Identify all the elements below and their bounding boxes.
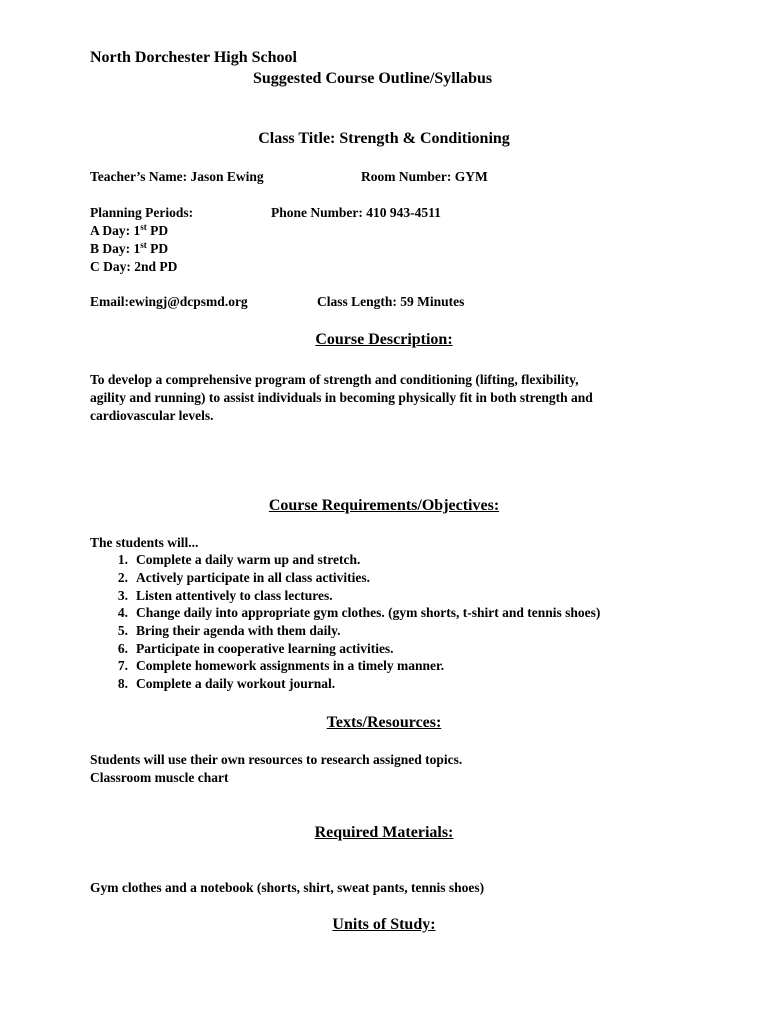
- list-item-text: Listen attentively to class lectures.: [136, 587, 333, 603]
- list-item-text: Bring their agenda with them daily.: [136, 623, 341, 639]
- b-day-sup: st: [140, 240, 147, 250]
- a-day-sup: st: [140, 222, 147, 232]
- list-item: [104, 604, 600, 622]
- list-item-number: 2.: [117, 570, 128, 586]
- list-item: [104, 639, 600, 657]
- list-item-number: 1.: [117, 552, 128, 568]
- list-item-number: 8.: [117, 676, 128, 692]
- requirements-heading: Course Requirements/Objectives:: [268, 497, 500, 514]
- planning-periods-label: Planning Periods:: [90, 205, 194, 220]
- list-item-number: 7.: [117, 658, 128, 674]
- texts-resources-line: Students will use their own resources to research assigned topics.: [90, 752, 463, 767]
- list-item-text: Change daily into appropriate gym clothes. (gym shorts, t-shirt and tennis shoes): [136, 605, 601, 621]
- phone-number: Phone Number: 410 943-4511: [271, 205, 441, 220]
- texts-resources-heading: Texts/Resources:: [326, 714, 442, 731]
- room-number: Room Number: GYM: [361, 169, 488, 184]
- list-item-number: 3.: [117, 587, 128, 603]
- a-day-period: [90, 222, 168, 239]
- list-item-text: Complete a daily warm up and stretch.: [136, 552, 361, 568]
- school-name: North Dorchester High School: [90, 49, 297, 66]
- objectives-list: [104, 551, 600, 693]
- course-description-line: To develop a comprehensive program of strength and conditioning (lifting, flexibility,: [90, 372, 579, 387]
- teacher-name: Teacher’s Name: Jason Ewing: [90, 169, 264, 184]
- a-day-label: A Day: 1: [90, 223, 141, 238]
- list-item: [104, 657, 600, 675]
- list-item-number: 5.: [117, 623, 128, 639]
- document-subtitle: Suggested Course Outline/Syllabus: [253, 70, 493, 87]
- required-materials-text: Gym clothes and a notebook (shorts, shirt, sweat pants, tennis shoes): [90, 880, 485, 895]
- list-item-text: Actively participate in all class activities.: [136, 570, 370, 586]
- required-materials-heading: Required Materials:: [314, 824, 454, 841]
- units-of-study-heading: Units of Study:: [332, 916, 436, 933]
- list-item-text: Complete homework assignments in a timely manner.: [136, 658, 445, 674]
- b-day-period: [90, 240, 168, 257]
- class-title: Class Title: Strength & Conditioning: [258, 130, 510, 147]
- course-description-line: cardiovascular levels.: [90, 408, 214, 423]
- list-item: [104, 586, 600, 604]
- b-day-suffix: PD: [146, 241, 169, 256]
- class-length: Class Length: 59 Minutes: [317, 294, 465, 309]
- list-item-number: 6.: [117, 640, 128, 656]
- requirements-intro: The students will...: [90, 535, 199, 550]
- b-day-label: B Day: 1: [90, 241, 141, 256]
- texts-resources-line: Classroom muscle chart: [90, 770, 229, 785]
- a-day-suffix: PD: [146, 223, 169, 238]
- list-item-text: Participate in cooperative learning activities.: [136, 640, 394, 656]
- list-item-number: 4.: [117, 605, 128, 621]
- list-item: [104, 622, 600, 640]
- list-item: [104, 675, 600, 693]
- list-item: [104, 569, 600, 587]
- course-description-line: agility and running) to assist individuals in becoming physically fit in both strength and: [90, 390, 593, 405]
- list-item: [104, 551, 600, 569]
- course-description-heading: Course Description:: [315, 331, 453, 348]
- c-day-period: C Day: 2nd PD: [90, 259, 178, 274]
- email: Email:ewingj@dcpsmd.org: [90, 294, 248, 309]
- list-item-text: Complete a daily workout journal.: [136, 676, 336, 692]
